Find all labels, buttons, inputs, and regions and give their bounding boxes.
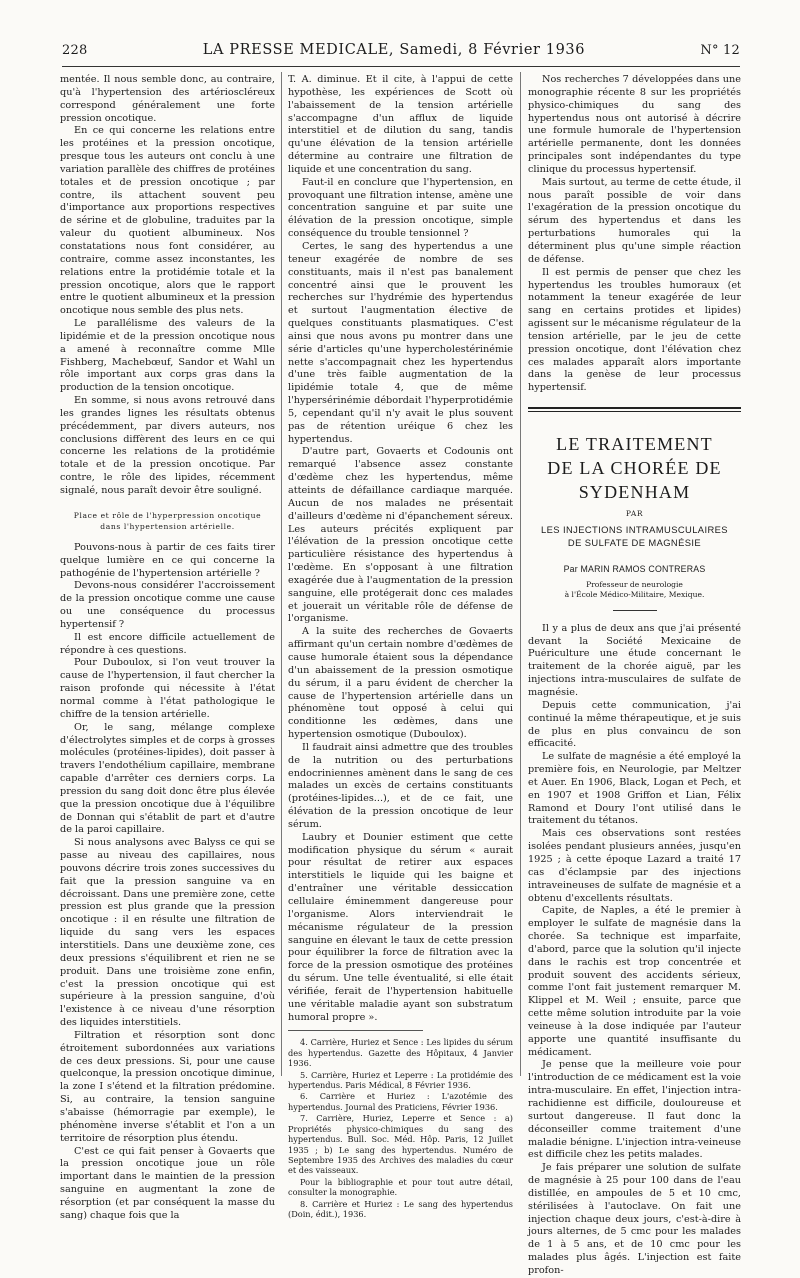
paragraph: Laubry et Dounier estiment que cette modification physique du sérum « aurait pour résultat de retirer aux espaces interstitiels le liquide qui les baigne et d'entraîner une véritable dessiccation cellulaire éminemment dangereuse pour l'organisme. Alors interviendrait le mécanisme régulateur de la pression sanguine en élevant le taux de cette pression pour équilibrer la force de filtration avec la force de la pression osmotique des protéines du sérum. Une telle éventualité, si elle était vérifiée, ferait de l'hypertension habituelle une véritable maladie ayant son substratum humoral propre ».: [288, 831, 513, 1023]
page-number: 228: [62, 43, 88, 58]
article-subtitle-line: DE SULFATE DE MAGNÉSIE: [567, 536, 702, 548]
journal-title: LA PRESSE MEDICALE, Samedi, 8 Février 1936: [202, 42, 586, 58]
paragraph: mentée. Il nous semble donc, au contraire, qu'à l'hypertension des artérioscléreux correspond généralement une forte pression oncotique.: [60, 74, 275, 124]
paragraph: Filtration et résorption sont donc étroitement subordonnées aux variations de ces deux pressions. Si, pour une cause quelconque, la pression oncotique diminue, la zone I s'étend et la filtration prédomine. Si, au contraire, la tension sanguine s'abaisse (hémorragie par exemple), le phénomène inverse s'établit et l'on a un territoire de résorption plus étendu.: [60, 1029, 275, 1144]
footnotes: [288, 1030, 513, 1219]
paragraph: Faut-il en conclure que l'hypertension, en provoquant une filtration intense, amène une concentration sanguine et par suite une élévation de la pression oncotique, simple conséquence du trouble tensionnel ?: [288, 176, 513, 240]
paragraph: En somme, si nous avons retrouvé dans les grandes lignes les résultats obtenus précédemment, par divers auteurs, nos conclusions diffèrent des leurs en ce qui concerne les relations de la protidémie totale et de la pression oncotique. Par contre, le rôle des lipides, récemment signalé, nous paraît devoir être souligné.: [60, 395, 275, 496]
footnote: 4. Carrière, Huriez et Sence : Les lipides du sérum des hypertendus. Gazette des Hôpitaux, 4 Janvier 1936.: [288, 1037, 513, 1069]
header-rule: [62, 66, 740, 67]
footnote: 8. Carrière et Huriez : Le sang des hypertendus (Doin, édit.), 1936.: [288, 1198, 513, 1219]
author-affiliation: Professeur de neurologie: [586, 579, 683, 589]
paragraph: Mais surtout, au terme de cette étude, il nous paraît possible de voir dans l'exagération de la pression oncotique du sérum des hypertendus et dans les perturbations humorales qui la déterminent plus qu'une simple réaction de défense.: [528, 176, 741, 265]
paragraph: Il faudrait ainsi admettre que des troubles de la nutrition ou des perturbations endocriniennes amènent dans le sang de ces malades un excès de certains constituants (protéines-lipides...), et de ce fait, une élévation de la pression oncotique de leur sérum.: [288, 741, 513, 830]
column-right: [528, 74, 741, 1276]
paragraph: C'est ce qui fait penser à Govaerts que la pression oncotique joue un rôle important dans le maintien de la pression sanguine en augmentant la zone de résorption (et par conséquent la masse du sang) chaque fois que la: [60, 1145, 275, 1221]
paragraph: Il est permis de penser que chez les hypertendus les troubles humoraux (et notamment la teneur exagérée de leur sang en certains protides et lipides) agissent sur le mécanisme régulateur de la tension artérielle, par le jeu de cette pression oncotique, dont l'élévation chez ces malades apparaît alors importante dans la genèse de leur processus hypertensif.: [528, 266, 741, 394]
paragraph: Nos recherches 7 développées dans une monographie récente 8 sur les propriétés physico-chimiques du sang des hypertendus nous ont autorisé à décrire une formule humorale de l'hypertension artérielle permanente, dont les données principales sont indépendantes du type clinique du processus hypertensif.: [528, 74, 741, 175]
article-separator-rule: [528, 411, 741, 412]
short-rule: [613, 610, 657, 611]
article-author: Par MARIN RAMOS CONTRERAS: [563, 563, 706, 574]
section-heading: [60, 510, 275, 532]
article-title-line: LE TRAITEMENT: [556, 434, 713, 455]
column-divider: [520, 72, 521, 1076]
footnote: 7. Carrière, Huriez, Leperre et Sence : a) Propriétés physico-chimiques du sang des hypertendus. Bull. Soc. Méd. Hôp. Paris, 12 Juillet 1935 ; b) Le sang des hypertendus. Numéro de Septembre 1935 des Archives des maladies du cœur et des vaisseaux.: [288, 1113, 513, 1176]
paragraph: Le sulfate de magnésie a été employé la première fois, en Neurologie, par Meltzer et Auer. En 1906, Black, Logan et Pech, et en 1907 et 1908 Griffon et Lian, Félix Ramond et Doury l'ont utilisé dans le traitement du tétanos.: [528, 751, 741, 827]
article-par: PAR: [625, 509, 644, 519]
footnote: 5. Carrière, Huriez et Leperre : La protidémie des hypertendus. Paris Médical, 8 Février 1936.: [288, 1069, 513, 1091]
paragraph: Le parallélisme des valeurs de la lipidémie et de la pression oncotique nous a amené à reconnaître comme Mlle Fishberg, Machebœuf, Sandor et Wahl un rôle important aux corps gras dans la production de la tension oncotique.: [60, 318, 275, 394]
page-header: [62, 42, 740, 66]
paragraph: Or, le sang, mélange complexe d'électrolytes simples et de corps à grosses molécules (protéines-lipides), doit passer à travers l'endothélium capillaire, membrane capable d'arrêter ces derniers corps. La pression du sang doit donc être plus élevée que la pression oncotique due à l'équilibre de Donnan qui s'établit de part et d'autre de la paroi capillaire.: [60, 721, 275, 836]
paragraph: Certes, le sang des hypertendus a une teneur exagérée de nombre de ses constituants, mais il n'est pas banalement concentré ainsi que le prouvent les recherches sur l'hydrémie des hypertendus et surtout l'augmentation élective de quelques constituants plasmatiques. C'est ainsi que nous avons pu montrer dans une série d'articles qu'une hypercholestérinémie nette s'accompagnait chez les hypertendus d'une très faible augmentation de la lipidémie totale 4, que de même l'hypersérinémie débordait l'hyperprotidémie 5, cependant qu'il n'y avait le plus souvent pas de rétention uréique 6 chez les hypertendus.: [288, 240, 513, 445]
paragraph: Capite, de Naples, a été le premier à employer le sulfate de magnésie dans la chorée. Sa technique est imparfaite, d'abord, parce que la solution qu'il injecte dans le rachis est trop concentrée et produit souvent des accidents sérieux, comme l'ont fait justement remarquer M. Klippel et M. Weil ; ensuite, parce que cette même solution introduite par la voie veineuse à la dose indiquée par l'auteur apporte une quantité insuffisante du médicament.: [528, 905, 741, 1058]
footnote: Pour la bibliographie et pour tout autre détail, consulter la monographie.: [288, 1176, 513, 1198]
paragraph: Je fais préparer une solution de sulfate de magnésie à 25 pour 100 dans de l'eau distillée, en ampoules de 5 et 10 cmc, stérilisées à l'autoclave. On fait une injection chaque deux jours, c'est-à-dire à jours alternes, de 5 cmc pour les malades de 1 à 5 ans, et de 10 cmc pour les malades plus âgés. L'injection est faite profon-: [528, 1162, 741, 1276]
paragraph: Pouvons-nous à partir de ces faits tirer quelque lumière en ce qui concerne la pathogénie de l'hypertension artérielle ?: [60, 541, 275, 579]
column-divider: [281, 72, 282, 1076]
article-title: [528, 432, 741, 504]
footnote: 6. Carrière et Huriez : L'azotémie des hypertendus. Journal des Praticiens, Février 1936.: [288, 1091, 513, 1112]
article-title-line: DE LA CHORÉE DE SYDENHAM: [547, 458, 722, 503]
paragraph: Devons-nous considérer l'accroissement de la pression oncotique comme une cause ou une conséquence du processus hypertensif ?: [60, 580, 275, 630]
paragraph: Pour Duboulox, si l'on veut trouver la cause de l'hypertension, il faut chercher la raison profonde qui nécessite à l'état normal comme à l'état pathologique le chiffre de la tension artérielle.: [60, 657, 275, 720]
article-subtitle: [528, 523, 741, 549]
paragraph: A la suite des recherches de Govaerts affirmant qu'un certain nombre d'œdèmes de cause humorale étaient sous la dépendance d'un abaissement de la pression osmotique du sérum, il a paru évident de chercher la cause de l'hypertension artérielle dans un phénomène tout opposé à celui qui conditionne les œdèmes, dans une hypertension osmotique (Duboulox).: [288, 626, 513, 741]
paragraph: Il y a plus de deux ans que j'ai présenté devant la Société Mexicaine de Puériculture une étude concernant le traitement de la chorée aiguë, par les injections intra-musculaires de sulfate de magnésie.: [528, 622, 741, 698]
section-heading-line: Place et rôle de l'hyperpression oncotique: [73, 510, 262, 520]
paragraph: Si nous analysons avec Balyss ce qui se passe au niveau des capillaires, nous pouvons décrire trois zones successives du fait que la pression sanguine va en décroissant. Dans une première zone, cette pression est plus grande que la pression oncotique : il en résulte une filtration de liquide du sang vers les espaces interstitiels. Dans une deuxième zone, ces deux pressions s'équilibrent et rien ne se produit. Dans une troisième zone enfin, c'est la pression oncotique qui est supérieure à la pression sanguine, d'où l'existence à ce niveau d'une résorption des liquides interstitiels.: [60, 837, 275, 1029]
paragraph: T. A. diminue. Et il cite, à l'appui de cette hypothèse, les expériences de Scott où l'abaissement de la tension artérielle s'accompagne d'un afflux de liquide interstitiel et de dilution du sang, tandis qu'une élévation de la tension artérielle détermine au contraire une filtration de liquide et une concentration du sang.: [288, 74, 513, 175]
paragraph: Il est encore difficile actuellement de répondre à ces questions.: [60, 631, 275, 656]
column-left: [60, 74, 275, 1221]
footnote-rule: [288, 1030, 423, 1031]
article-subtitle-line: LES INJECTIONS INTRAMUSCULAIRES: [541, 523, 728, 535]
author-affiliation: à l'École Médico-Militaire, Mexique.: [564, 589, 705, 599]
issue-number: N° 12: [700, 43, 740, 58]
paragraph: Depuis cette communication, j'ai continué la même thérapeutique, et je suis de plus en plus convaincu de son efficacité.: [528, 699, 741, 750]
paragraph: D'autre part, Govaerts et Codounis ont remarqué l'absence assez constante d'œdème chez les hypertendus, même atteints de défaillance cardiaque marquée. Aucun de nos malades ne présentait d'ailleurs d'œdème ni d'épanchement séreux. Les auteurs précités expliquent par l'élévation de la pression oncotique cette particulière résistance des hypertendus à l'œdème. En s'opposant à une filtration exagérée due à l'augmentation de la pression sanguine, elle protégerait donc ces malades et jouerait un véritable rôle de défense de l'organisme.: [288, 446, 513, 625]
column-middle: [288, 74, 513, 1219]
article-separator-rule: [528, 407, 741, 409]
paragraph: Je pense que la meilleure voie pour l'introduction de ce médicament est la voie intra-musculaire. En effet, l'injection intra-rachidienne est difficile, douloureuse et surtout dangereuse. Il faut donc la déconseiller comme traitement d'une maladie bénigne. L'injection intra-veineuse est difficile chez les petits malades.: [528, 1059, 741, 1161]
section-heading-line: dans l'hypertension artérielle.: [100, 521, 235, 531]
paragraph: En ce qui concerne les relations entre les protéines et la pression oncotique, presque tous les auteurs ont conclu à une variation parallèle des chiffres de protéines totales et de pression oncotique ; par contre, ils attachent souvent peu d'importance aux proportions respectives de sérine et de globuline, traduites par la valeur du quotient albumineux. Nos constatations nous font considérer, au contraire, comme assez inconstantes, les relations entre la protidémie totale et la pression oncotique, alors que le rapport entre le quotient albumineux et la pression oncotique nous semble des plus nets.: [60, 125, 275, 317]
paragraph: Mais ces observations sont restées isolées pendant plusieurs années, jusqu'en 1925 ; à cette époque Lazard a traité 17 cas d'éclampsie par des injections intraveineuses de sulfate de magnésie et a obtenu d'excellents résultats.: [528, 828, 741, 904]
